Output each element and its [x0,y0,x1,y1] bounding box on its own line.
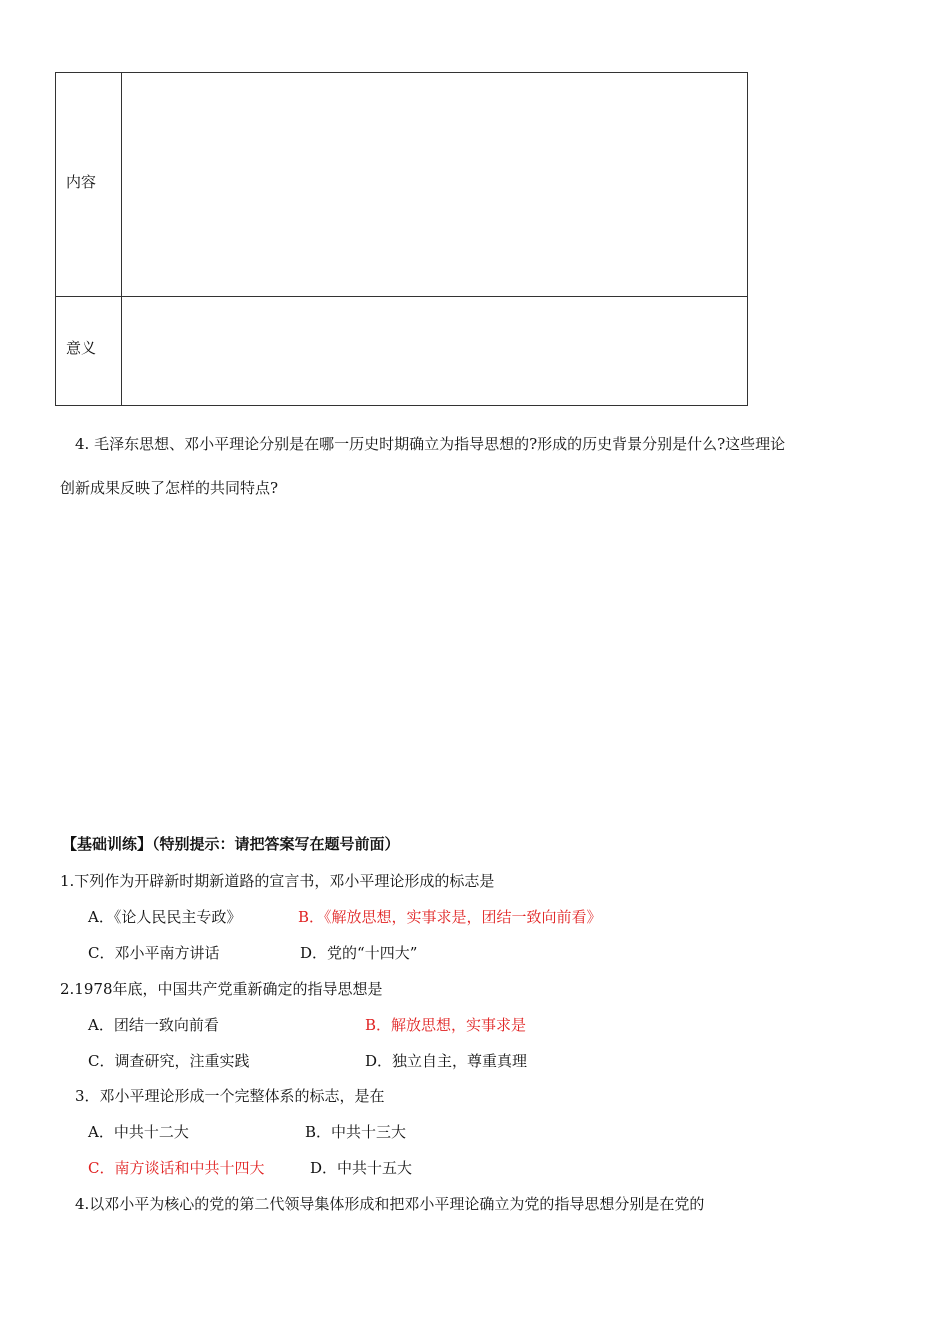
item-2-option-b-answer: B．解放思想，实事求是 [365,1016,527,1034]
table-column-divider [121,73,122,405]
item-1-option-a: A．《论人民民主专政》 [88,908,242,926]
item-1-option-c: C．邓小平南方讲话 [88,944,220,962]
section-title: 【基础训练】（特别提示：请把答案写在题号前面） [62,835,400,853]
item-2-option-c: C．调查研究，注重实践 [88,1052,250,1070]
item-1-stem: 1.下列作为开辟新时期新道路的宣言书，邓小平理论形成的标志是 [60,872,495,890]
question-4-line-1: 4. 毛泽东思想、邓小平理论分别是在哪一历史时期确立为指导思想的?形成的历史背景分别是什么?这些理论 [75,435,786,453]
item-2-stem: 2.1978年底，中国共产党重新确定的指导思想是 [60,980,383,998]
table-row-label-content: 内容 [66,173,97,191]
item-3-option-c-answer: C．南方谈话和中共十四大 [88,1159,265,1177]
item-3-stem: 3．邓小平理论形成一个完整体系的标志，是在 [75,1087,385,1105]
summary-table [55,72,748,406]
item-3-option-a: A．中共十二大 [88,1123,189,1141]
item-3-option-b: B．中共十三大 [305,1123,407,1141]
item-3-option-d: D．中共十五大 [310,1159,413,1177]
question-4-line-2: 创新成果反映了怎样的共同特点? [60,479,279,497]
item-2-option-d: D．独立自主，尊重真理 [365,1052,528,1070]
item-4-stem: 4.以邓小平为核心的党的第二代领导集体形成和把邓小平理论确立为党的指导思想分别是在党的 [75,1195,705,1213]
item-1-option-b-answer: B．《解放思想，实事求是，团结一致向前看》 [298,908,602,926]
table-row-divider [56,296,747,297]
item-2-option-a: A．团结一致向前看 [88,1016,219,1034]
table-row-label-significance: 意义 [66,339,97,357]
item-1-option-d: D．党的“十四大” [300,944,418,962]
